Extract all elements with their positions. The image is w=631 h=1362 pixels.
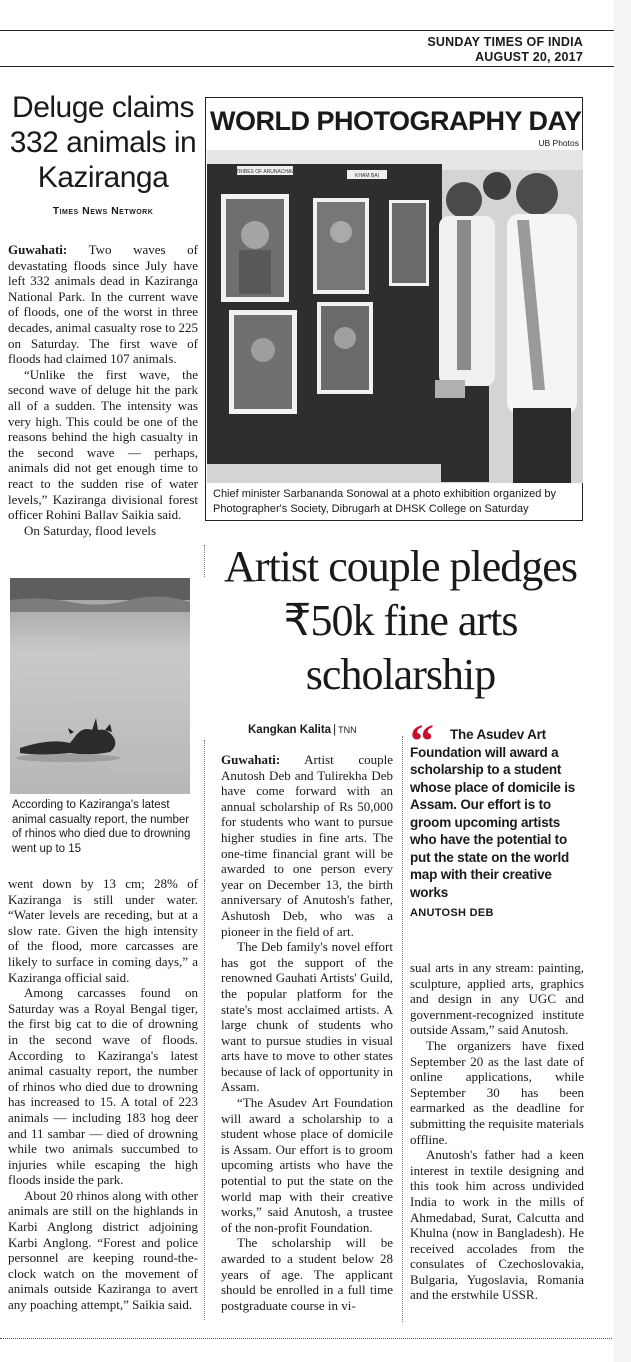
left-para-2: “Unlike the first wave, the second wave of deluge hit the park all of a sudden. The intensity was very high. This could be one of the reasons behind the high casualty in the second wave — perhaps, animals did not get enough time to react to the sudden rise of water levels,” Kaziranga divisional forest officer Rohini Ballav Saikia said.: [8, 366, 198, 523]
main-para-1-text: Artist couple Anutosh Deb and Tulirekha Deb have come forward with an annual scholarship of Rs 50,000 for students who want to pursue higher studies in fine arts. The one-time financial grant will be awarded to one person every year on December 13, the birth anniversary of Anutosh's father, Ashutosh Deb, who was a pioneer in the field of art.: [221, 752, 393, 939]
exhibition-photo-caption: Chief minister Sarbananda Sonowal at a photo exhibition organized by Photographer's Society, Dibrugarh at DHSK College on Saturday: [213, 488, 557, 515]
left-story-byline: Times News Network: [52, 205, 154, 217]
main-para-6: Anutosh's father had a keen interest in textile designing and this took him across undivided India to work in the mills of Ahmedabad, Surat, Calcutta and Khulna (now in Bangladesh). He received accolades from the consulates of Czechoslovakia, Bulgaria, Yugoslavia, Romania and the erstwhile USSR.: [410, 1147, 584, 1303]
masthead-bottom-rule: [0, 66, 631, 67]
main-para-3: “The Asudev Art Foundation will award a scholarship to a student whose place of domicile is Assam. Our effort is to groom upcoming artists who have the potential to put the state on the world map with their creative works,” said Anutosh, a trustee of the non-profit Foundation.: [221, 1095, 393, 1235]
rhino-photo: [10, 578, 190, 794]
photo-day-box: [205, 97, 583, 521]
main-para-5: The organizers have fixed September 20 as the last date of online applications, while September 30 has been earmarked as the deadline for submitting the requisite materials offline.: [410, 1037, 584, 1147]
next-story-headline-fragment: [0, 1346, 612, 1362]
main-para-2: The Deb family's novel effort has got the support of the renowned Gauhati Artists' Guild, the popular platform for the state's most acclaimed artists. A large chunk of students who want to pursue studies in visual arts have to move to other states because of lack of opportunity in Assam.: [221, 939, 393, 1095]
photo-credit: UB Photos: [538, 138, 579, 148]
page-bottom-rule: [0, 1338, 612, 1339]
left-story-body-top: [8, 242, 198, 538]
main-dateline: Guwahati:: [221, 752, 281, 767]
masthead-top-rule: [0, 30, 631, 31]
left-story-header: [8, 90, 198, 217]
quote-mark-icon: “: [410, 715, 434, 768]
main-story-column-1: [221, 752, 393, 1313]
paper-name: SUNDAY TIMES OF INDIA: [427, 35, 583, 49]
left-story-headline: Deluge claims 332 animals in Kaziranga: [9, 91, 197, 194]
main-story-headline: Artist couple pledges ₹50k fine arts scholarship: [224, 542, 577, 699]
pull-quote-author: ANUTOSH DEB: [410, 907, 494, 919]
main-story-byline: [248, 724, 357, 736]
left-para-3-cont: went down by 13 cm; 28% of Kaziranga is still under water. “Water levels are receding, but at a slow rate. Given the high intensity of the flood, more carcasses are likely to surface in coming days,” a Kaziranga official said.: [8, 876, 198, 985]
issue-date: AUGUST 20, 2017: [475, 50, 583, 64]
main-para-4-cont: sual arts in any stream: painting, sculpture, applied arts, graphics and design in any UGC and government-recognized institute outside Assam,” said Anutosh.: [410, 960, 584, 1038]
left-para-4: Among carcasses found on Saturday was a Royal Bengal tiger, the first big cat to die of drowning in the second wave of floods. According to Kaziranga's latest animal casualty report, the number of rhinos who died due to drowning has increased to 15. A total of 223 animals — including 183 hog deer and 11 sambar — died of drowning while two animals succumbed to injuries while escaping the high floods inside the park.: [8, 985, 198, 1188]
byline-name: Kangkan Kalita: [248, 724, 332, 736]
main-story-column-2: [410, 960, 584, 1303]
left-para-3: On Saturday, flood levels: [24, 522, 157, 538]
byline-org: TNN: [338, 725, 357, 735]
left-story-body-bottom: [8, 876, 198, 1313]
pull-quote-text: The Asudev Art Foundation will award a scholarship to a student whose place of domicile is Assam. Our effort is to groom upcoming artists who have the potential to put the state on the world map with their creative works: [410, 727, 576, 900]
pull-quote: [410, 715, 584, 919]
masthead: [0, 0, 631, 70]
main-para-4: The scholarship will be awarded to a student below 28 years of age. The applicant should be enrolled in a full time postgraduate course in vi-: [221, 1235, 393, 1313]
middle-divider-right: [402, 736, 403, 1322]
left-para-1-text: Two waves of devastating floods since July have left 332 animals dead in Kaziranga National Park. In the current wave of floods, one of the worst in three decades, animal casualty rose to 225 on Saturday. The first wave of floods had claimed 107 animals.: [8, 242, 198, 367]
main-para-1: [221, 752, 393, 939]
exhibition-photo: [207, 150, 583, 483]
left-para-1: [8, 242, 198, 367]
board-label-1: TRIBES OF ARUNACHAL: [235, 169, 295, 175]
left-para-5: About 20 rhinos along with other animals are still on the highlands in Karbi Anglong district adjoining Karbi Anglong. “Forest and police personnel are keeping round-the-clock watch on the movement of animals outside Kaziranga to avert any poaching attempt,” Saikia said.: [8, 1187, 198, 1313]
board-label-2: KHAM BAI: [355, 173, 379, 179]
page-edge-strip: [614, 0, 631, 1362]
photo-day-title: WORLD PHOTOGRAPHY DAY: [210, 106, 582, 136]
rhino-photo-caption: According to Kaziranga's latest animal casualty report, the number of rhinos who died due to drowning went up to 15: [12, 799, 191, 855]
left-divider-top: [204, 545, 205, 577]
left-dateline: Guwahati:: [8, 242, 68, 257]
middle-divider-left: [204, 740, 205, 1320]
byline-separator: |: [333, 724, 337, 736]
